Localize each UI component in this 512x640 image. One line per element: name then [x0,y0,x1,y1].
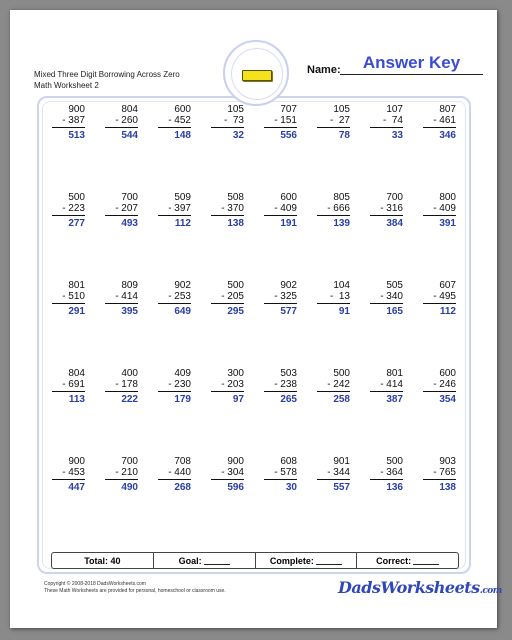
minuend: 809 [121,280,138,291]
minuend: 804 [68,368,85,379]
subtrahend: - 316 [370,203,403,216]
problem-row [42,368,466,456]
minuend: 607 [439,280,456,291]
minuend: 807 [439,104,456,115]
subtrahend: - 151 [264,115,297,128]
answer: 557 [333,482,350,493]
minuend: 903 [439,456,456,467]
minuend: 700 [121,192,138,203]
problem-row [42,456,466,544]
answer: 346 [439,130,456,141]
subtrahend: - 260 [105,115,138,128]
minuend: 900 [227,456,244,467]
subtraction-problem [307,104,360,192]
subtrahend: - 242 [317,379,350,392]
answer: 556 [280,130,297,141]
subtraction-problem [201,280,254,368]
subtrahend: - 452 [158,115,191,128]
worksheet-title [34,69,209,91]
subtrahend: - 370 [211,203,244,216]
answer: 113 [68,394,85,405]
subtraction-problem [360,104,413,192]
subtraction-problem [95,280,148,368]
subtrahend: - 414 [370,379,403,392]
subtraction-problem [42,104,95,192]
subtrahend: - 207 [105,203,138,216]
subtraction-problem [148,104,201,192]
subtraction-problem [201,104,254,192]
subtraction-problem [42,280,95,368]
badge-ring [231,48,283,100]
answer: 354 [439,394,456,405]
answer: 268 [174,482,191,493]
minuend: 400 [121,368,138,379]
subtrahend: - 364 [370,467,403,480]
name-label: Name: [307,64,341,76]
minuend: 104 [333,280,350,291]
subtraction-problem [42,456,95,544]
subtraction-problem [413,192,466,280]
footer-complete: Complete: [256,553,358,568]
answer: 136 [386,482,403,493]
subtraction-problem [148,368,201,456]
subtrahend: - 340 [370,291,403,304]
minuend: 105 [227,104,244,115]
minuend: 900 [68,104,85,115]
title-line-2: Math Worksheet 2 [34,81,99,90]
answer: 222 [121,394,138,405]
problem-row [42,192,466,280]
answer: 148 [174,130,191,141]
copyright [44,581,226,595]
subtrahend: - 27 [317,115,350,128]
subtrahend: - 691 [52,379,85,392]
minuend: 107 [386,104,403,115]
subtraction-problem [201,368,254,456]
answer: 544 [121,130,138,141]
subtraction-problem [413,456,466,544]
subtraction-problem [360,368,413,456]
answer: 258 [333,394,350,405]
subtraction-problem [201,456,254,544]
subtraction-problem [95,192,148,280]
minuend: 902 [280,280,297,291]
subtraction-problem [42,192,95,280]
subtrahend: - 765 [423,467,456,480]
answer: 30 [285,482,297,493]
minuend: 600 [280,192,297,203]
answer: 33 [391,130,403,141]
subtrahend: - 13 [317,291,350,304]
subtrahend: - 453 [52,467,85,480]
subtrahend: - 210 [105,467,138,480]
subtrahend: - 409 [264,203,297,216]
answer: 447 [68,482,85,493]
answer: 138 [439,482,456,493]
subtraction-problem [413,368,466,456]
answer: 513 [68,130,85,141]
minuend: 600 [439,368,456,379]
answer: 295 [227,306,244,317]
answer: 165 [386,306,403,317]
subtraction-problem [254,456,307,544]
subtraction-problem [307,192,360,280]
footer-goal: Goal: [154,553,256,568]
name-line [340,74,483,75]
answer: 97 [232,394,244,405]
answer: 291 [68,306,85,317]
minuend: 902 [174,280,191,291]
answer: 649 [174,306,191,317]
subtraction-problem [95,456,148,544]
answer: 139 [333,218,350,229]
subtrahend: - 238 [264,379,297,392]
minuend: 503 [280,368,297,379]
minuend: 500 [227,280,244,291]
correct-blank [413,556,439,565]
problem-row [42,280,466,368]
minuend: 800 [439,192,456,203]
subtraction-problem [360,280,413,368]
minuend: 509 [174,192,191,203]
subtrahend: - 397 [158,203,191,216]
subtrahend: - 510 [52,291,85,304]
subtraction-problem [413,280,466,368]
subtrahend: - 387 [52,115,85,128]
subtraction-problem [201,192,254,280]
answer: 78 [338,130,350,141]
subtrahend: - 74 [370,115,403,128]
score-footer [51,552,459,569]
subtrahend: - 223 [52,203,85,216]
site-logo [338,578,502,597]
subtraction-problem [95,104,148,192]
minuend: 707 [280,104,297,115]
pencil-badge [223,40,289,106]
subtrahend: - 205 [211,291,244,304]
answer: 577 [280,306,297,317]
copyright-line-2: These Math Worksheets are provided for personal, homeschool or classroom use. [44,588,226,594]
answer: 277 [68,218,85,229]
subtrahend: - 414 [105,291,138,304]
minuend: 900 [68,456,85,467]
subtrahend: - 304 [211,467,244,480]
minuend: 608 [280,456,297,467]
minuend: 801 [68,280,85,291]
minuend: 700 [386,192,403,203]
minuend: 409 [174,368,191,379]
subtraction-problem [360,192,413,280]
subtrahend: - 440 [158,467,191,480]
subtrahend: - 325 [264,291,297,304]
subtrahend: - 409 [423,203,456,216]
subtrahend: - 461 [423,115,456,128]
subtrahend: - 203 [211,379,244,392]
answer: 191 [280,218,297,229]
answer: 387 [386,394,403,405]
minuend: 300 [227,368,244,379]
subtraction-problem [254,280,307,368]
answer: 384 [386,218,403,229]
minuend: 805 [333,192,350,203]
answer: 265 [280,394,297,405]
answer: 91 [338,306,350,317]
title-line-1: Mixed Three Digit Borrowing Across Zero [34,70,180,79]
subtraction-problem [360,456,413,544]
minuend: 801 [386,368,403,379]
problem-row [42,104,466,192]
subtrahend: - 253 [158,291,191,304]
subtraction-problem [307,280,360,368]
complete-blank [316,556,342,565]
subtraction-problem [254,368,307,456]
subtrahend: - 344 [317,467,350,480]
copyright-line-1: Copyright © 2008-2018 DadsWorksheets.com [44,581,146,587]
subtraction-problem [95,368,148,456]
goal-blank [204,556,230,565]
answer: 493 [121,218,138,229]
minuend: 708 [174,456,191,467]
minuend: 105 [333,104,350,115]
minuend: 901 [333,456,350,467]
subtrahend: - 246 [423,379,456,392]
minuend: 600 [174,104,191,115]
subtrahend: - 578 [264,467,297,480]
subtrahend: - 230 [158,379,191,392]
answer: 138 [227,218,244,229]
logo-main: DadsWorksheets [338,578,480,597]
answer-key-label: Answer Key [362,53,461,72]
subtrahend: - 73 [211,115,244,128]
minuend: 804 [121,104,138,115]
subtraction-problem [307,368,360,456]
minuend: 500 [386,456,403,467]
problem-grid [42,104,466,544]
subtrahend: - 666 [317,203,350,216]
pencil-icon [242,70,272,81]
subtraction-problem [254,104,307,192]
answer: 490 [121,482,138,493]
minuend: 505 [386,280,403,291]
answer: 112 [174,218,191,229]
minuend: 500 [333,368,350,379]
footer-correct: Correct: [357,553,458,568]
minuend: 500 [68,192,85,203]
answer: 596 [227,482,244,493]
subtrahend: - 495 [423,291,456,304]
answer: 391 [439,218,456,229]
answer: 179 [174,394,191,405]
subtraction-problem [148,192,201,280]
minuend: 700 [121,456,138,467]
subtraction-problem [148,456,201,544]
subtraction-problem [42,368,95,456]
subtraction-problem [148,280,201,368]
answer: 112 [439,306,456,317]
subtraction-problem [307,456,360,544]
minuend: 508 [227,192,244,203]
subtraction-problem [413,104,466,192]
footer-total: Total: 40 [52,553,154,568]
subtrahend: - 178 [105,379,138,392]
subtraction-problem [254,192,307,280]
answer: 395 [121,306,138,317]
logo-suffix: .com [479,586,502,596]
answer: 32 [232,130,244,141]
